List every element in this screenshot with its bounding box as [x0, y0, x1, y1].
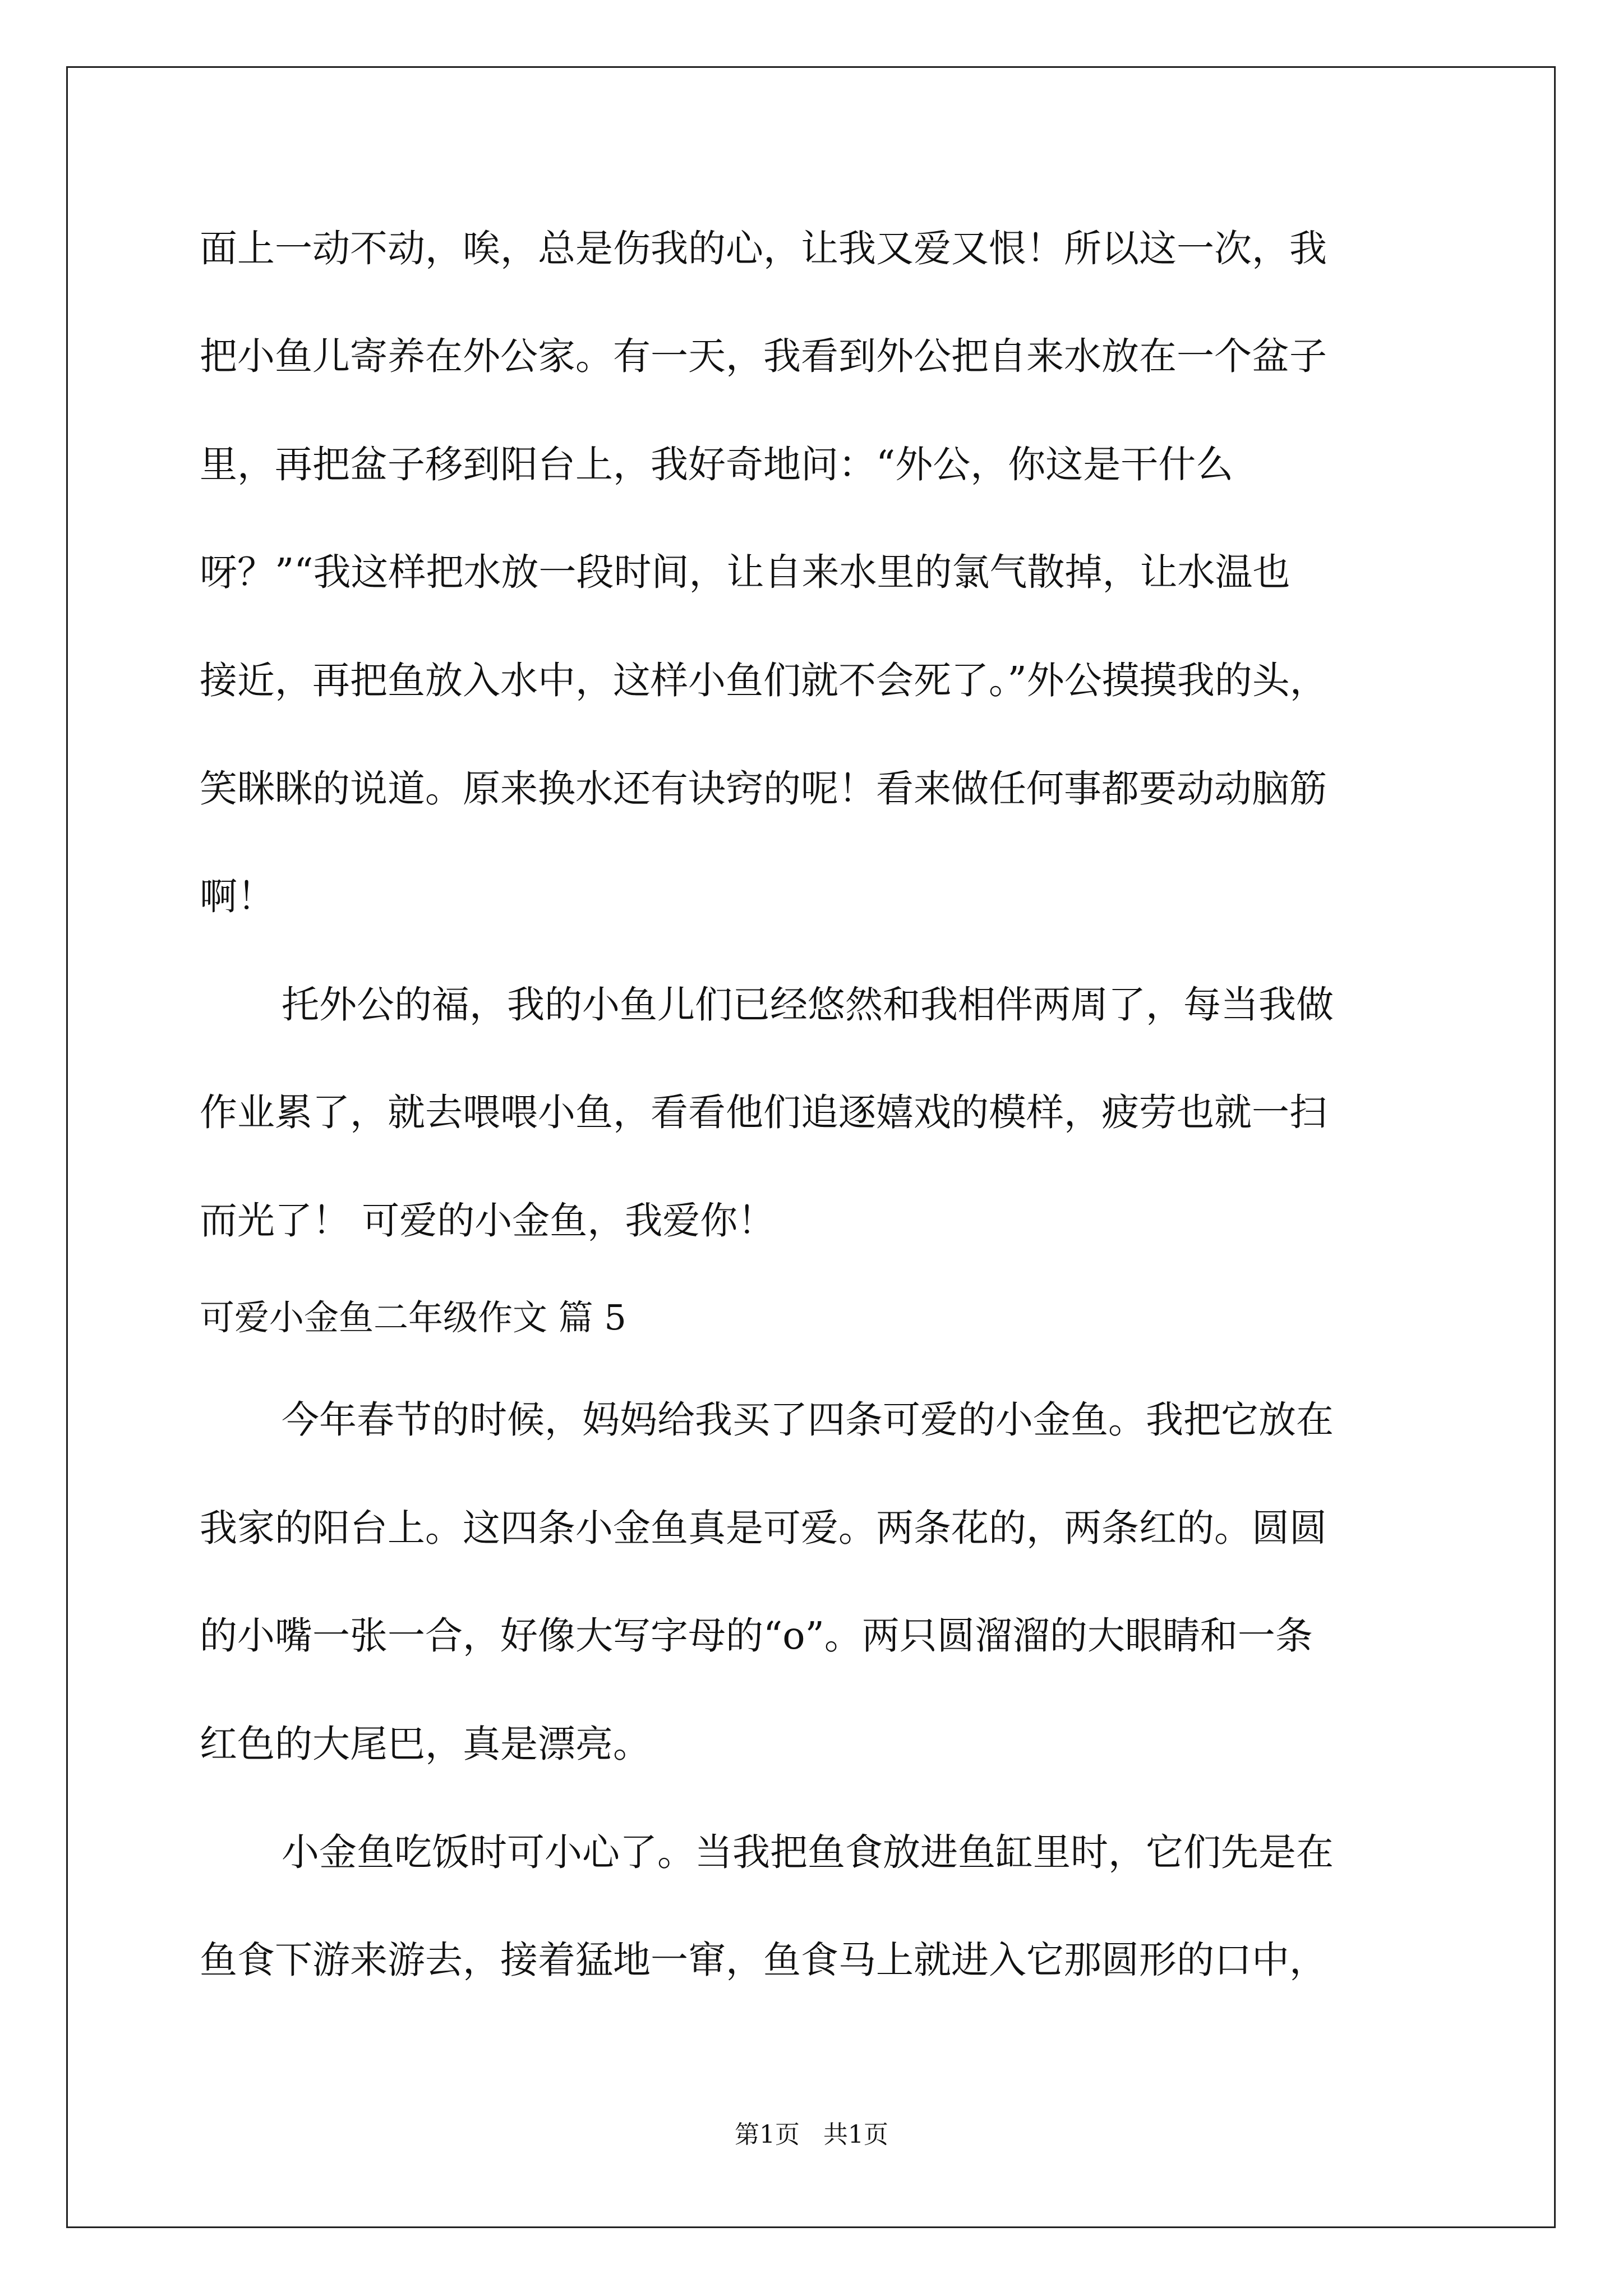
- body-text-line: 笑眯眯的说道。原来换水还有诀窍的呢！看来做任何事都要动动脑筋: [200, 767, 1327, 811]
- body-text-line: 作业累了，就去喂喂小鱼，看看他们追逐嬉戏的模样，疲劳也就一扫: [200, 1091, 1327, 1134]
- paragraph-first-line: 托外公的福，我的小鱼儿们已经悠然和我相伴两周了，每当我做: [282, 983, 1334, 1027]
- body-text-line: 啊！: [200, 875, 275, 918]
- body-text-line: 面上一动不动，唉，总是伤我的心，让我又爱又恨！所以这一次，我: [200, 227, 1327, 270]
- body-text-line: 里，再把盆子移到阳台上，我好奇地问：“外公，你这是干什么: [200, 443, 1234, 486]
- body-text-line: 的小嘴一张一合，好像大写字母的“o”。两只圆溜溜的大眼睛和一条: [200, 1614, 1313, 1658]
- page-border: [66, 66, 1556, 2228]
- body-text-line: 而光了！ 可爱的小金鱼，我爱你！: [200, 1199, 776, 1243]
- paragraph-first-line: 今年春节的时候，妈妈给我买了四条可爱的小金鱼。我把它放在: [282, 1398, 1334, 1442]
- body-text-line: 接近，再把鱼放入水中，这样小鱼们就不会死了。”外公摸摸我的头，: [200, 659, 1327, 702]
- body-text-line: 呀？”“我这样把水放一段时间，让自来水里的氯气散掉，让水温也: [200, 550, 1290, 594]
- body-text-line: 鱼食下游来游去，接着猛地一窜，鱼食马上就进入它那圆形的口中，: [200, 1938, 1327, 1982]
- page-footer: 第1页 共1页: [735, 2120, 888, 2149]
- section-heading: 可爱小金鱼二年级作文 篇 5: [200, 1297, 626, 1338]
- body-text-line: 红色的大尾巴，真是漂亮。: [200, 1722, 651, 1766]
- paragraph-first-line: 小金鱼吃饭时可小心了。当我把鱼食放进鱼缸里时，它们先是在: [282, 1830, 1334, 1874]
- body-text-line: 我家的阳台上。这四条小金鱼真是可爱。两条花的，两条红的。圆圆: [200, 1506, 1327, 1550]
- body-text-line: 把小鱼儿寄养在外公家。有一天，我看到外公把自来水放在一个盆子: [200, 334, 1327, 378]
